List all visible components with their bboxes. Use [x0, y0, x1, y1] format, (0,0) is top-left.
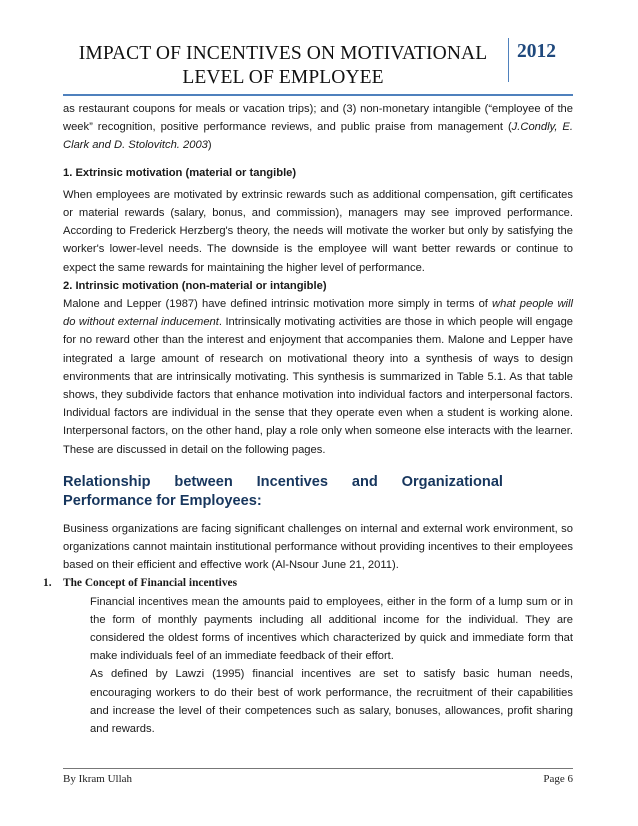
relationship-paragraph: Business organizations are facing significant challenges on internal and external work environment, so organizations cannot maintain institutional performance without providing incentives to their employees based on their efficient and effective work (Al-Nsour June 21, 2011).	[63, 522, 573, 572]
intrinsic-paragraph	[63, 295, 573, 459]
header-year: 2012	[508, 38, 568, 82]
financial-paragraph-1: Financial incentives mean the amounts paid to employees, either in the form of a lump sum or in the form of monthly payments including all additional income for the individual. They are considered the oldest forms of incentives which characterized by quick and immediate form that make individuals feel of an immediate feedback of their effort.	[90, 595, 573, 663]
page-header	[63, 36, 573, 88]
financial-paragraph-2: As defined by Lawzi (1995) financial incentives are set to satisfy basic human needs, encouraging workers to do their best of work performance, the recruitment of their capabilities and increase the level of their competences such as salary, bonuses, allowances, profit sharing and rewards.	[90, 668, 573, 736]
extrinsic-heading: 1. Extrinsic motivation (material or tangible)	[63, 166, 297, 179]
intrinsic-heading: 2. Intrinsic motivation (non-material or intangible)	[63, 279, 327, 292]
financial-number: 1.	[43, 577, 52, 590]
footer-author: By Ikram Ullah	[63, 773, 133, 785]
financial-heading-text: The Concept of Financial incentives	[63, 577, 238, 590]
footer-page-number: Page 6	[543, 773, 573, 785]
intrinsic-text-start: Malone and Lepper (1987) have defined intrinsic motivation more simply in terms of	[63, 298, 493, 311]
intro-text: as restaurant coupons for meals or vacation trips); and (3) non-monetary intangible (“employee of the week” recognition, positive performance reviews, and public praise from management (	[63, 103, 573, 134]
footer-divider	[63, 768, 573, 769]
header-title: IMPACT OF INCENTIVES ON MOTIVATIONAL LEVEL OF EMPLOYEE	[78, 43, 488, 88]
intrinsic-text-italic: what people will do without external inducement	[63, 298, 573, 329]
document-body	[43, 100, 574, 738]
financial-heading	[43, 574, 573, 592]
intrinsic-text-end: . Intrinsically motivating activities are those in which people will engage for no reward other than the interest and enjoyment that accompanies them. Malone and Lepper have integrated a large amount of research on motivational theory into a synthesis of ways to design environments that are intrinsically motivating. This synthesis is summarized in Table 5.1. As that table shows, they subdivide factors that enhance motivation into individual factors and interpersonal factors. Individual factors are individual in the sense that they operate even when a student is working alone. Interpersonal factors, on the other hand, play a role only when someone else interacts with the learner. These are discussed in detail on the following pages.	[63, 316, 574, 456]
intro-paragraph	[63, 100, 573, 155]
intro-citation: J.Condly, E. Clark and D. Stolovitch. 2003	[63, 121, 573, 152]
intro-close: )	[207, 139, 212, 152]
extrinsic-paragraph: When employees are motivated by extrinsic rewards such as additional compensation, gift certificates or material rewards (salary, bonus, and commission), managers may see improved performance. According to Frederick Herzberg's theory, the needs will motivate the worker but only by satisfying the worker's lower-level needs. The downside is the employee will want better rewards or continue to expect the same rewards for maintaining the higher level of performance.	[63, 188, 573, 274]
header-divider	[63, 94, 573, 96]
section-heading-relationship: Relationship between Incentives and Organizational Performance for Employees:	[63, 473, 503, 509]
